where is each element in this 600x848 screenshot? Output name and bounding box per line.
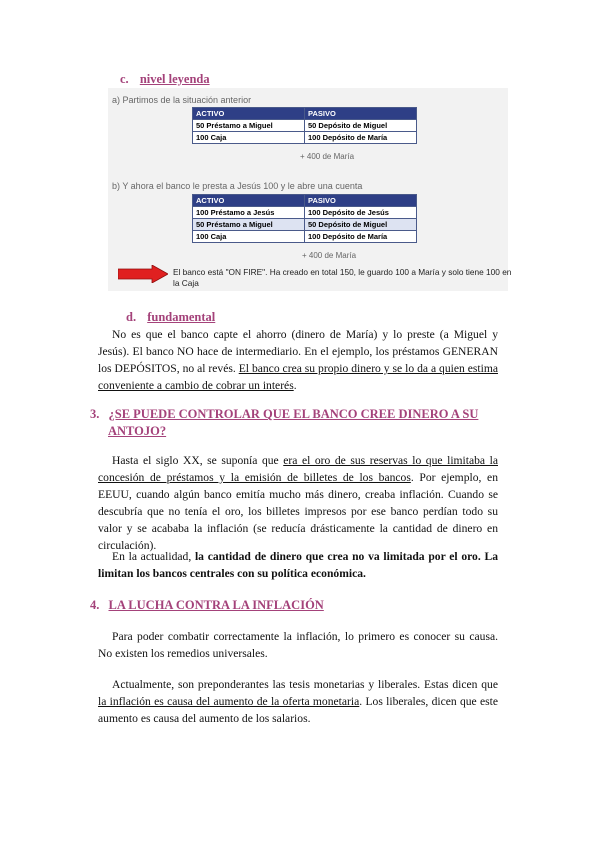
table-b-cell: 100 Caja	[193, 231, 305, 243]
note-line-2: la Caja	[173, 278, 199, 288]
section-c-heading	[120, 72, 210, 87]
section-3-heading	[90, 406, 510, 440]
table-b-header-pasivo: PASIVO	[305, 195, 417, 207]
table-a-header-activo: ACTIVO	[193, 108, 305, 120]
table-a-cell: 100 Depósito de María	[305, 132, 417, 144]
paragraph-4b-text: Actualmente, son preponderantes las tesis monetarias y liberales. Estas dicen que	[112, 678, 498, 691]
paragraph-4b	[98, 676, 498, 727]
step-b-text: b) Y ahora el banco le presta a Jesús 100 y le abre una cuenta	[112, 181, 363, 191]
section-4-heading	[90, 598, 324, 613]
paragraph-d-underlined: El banco crea su propio dinero y se lo da a quien estima conveniente a cambio de cobrar un interés	[98, 362, 498, 392]
table-a-cell: 100 Caja	[193, 132, 305, 144]
section-4-title: LA LUCHA CONTRA LA INFLACIÓN	[108, 598, 324, 612]
balance-table-a	[192, 107, 417, 144]
section-3-title-line2: ANTOJO?	[108, 424, 167, 438]
section-3-number: 3.	[90, 407, 100, 421]
paragraph-4a: Para poder combatir correctamente la inflación, lo primero es conocer su causa. No existen los remedios universales.	[98, 630, 498, 660]
section-d-letter: d.	[126, 310, 137, 324]
note-line-1: El banco está "ON FIRE". Ha creado en total 150, le guardo 100 a María y solo tiene 100 en	[173, 267, 512, 277]
paragraph-d-text: No es que el banco capte el ahorro (dinero de María) y lo preste (a Miguel y Jesús). El banco NO hace de intermediario. En el ejemplo, los préstamos GENERAN los DEPÓSITOS, no al revés.	[98, 328, 498, 375]
paragraph-3b-bold: la cantidad de dinero que crea no va limitada por el oro. La limitan los bancos centrales con su política económica.	[98, 550, 498, 580]
balance-table-b	[192, 194, 417, 243]
paragraph-d-end: .	[293, 379, 297, 392]
paragraph-3b-text: En la actualidad,	[112, 550, 195, 563]
paragraph-4b-text-end: . Los liberales, dicen que este aumento es causa del aumento de los salarios.	[98, 695, 499, 725]
paragraph-3a-text: Hasta el siglo XX, se suponía que	[112, 454, 284, 467]
step-a-text: a) Partimos de la situación anterior	[112, 95, 252, 105]
section-4-number: 4.	[90, 598, 100, 612]
table-a-cell: 50 Depósito de Miguel	[305, 120, 417, 132]
paragraph-3a-underlined: era el oro de sus reservas lo que limitaba la concesión de préstamos y la emisión de billetes de los bancos	[98, 454, 498, 484]
section-c-title: nivel leyenda	[139, 72, 210, 86]
table-b-cell: 50 Préstamo a Miguel	[193, 219, 305, 231]
paragraph-3a	[98, 452, 498, 554]
section-d-title: fundamental	[147, 310, 216, 324]
paragraph-3a-text-end: . Por ejemplo, en EEUU, cuando algún banco emitía mucho más dinero, creaba inflación. Cuando se descubría que no tenía el oro, los billetes impresos por ese banco perdían todo su valor y se acababa la inflación (se reducía drásticamente la cantidad de dinero en circulación).	[98, 471, 499, 552]
total-b-text: + 400 de María	[302, 251, 357, 260]
bank-balance-figure	[108, 88, 512, 291]
paragraph-d	[98, 326, 498, 394]
section-c-letter: c.	[120, 72, 129, 86]
table-a-header-pasivo: PASIVO	[305, 108, 417, 120]
paragraph-3b	[98, 548, 498, 582]
section-d-heading	[126, 310, 215, 325]
table-b-cell: 100 Préstamo a Jesús	[193, 207, 305, 219]
table-a-cell: 50 Préstamo a Miguel	[193, 120, 305, 132]
table-b-header-activo: ACTIVO	[193, 195, 305, 207]
red-arrow-icon	[118, 265, 168, 283]
table-b-cell: 100 Depósito de Jesús	[305, 207, 417, 219]
paragraph-4b-underlined: la inflación es causa del aumento de la oferta monetaria	[98, 695, 360, 708]
total-a-text: + 400 de María	[300, 152, 355, 161]
table-b-cell: 50 Depósito de Miguel	[305, 219, 417, 231]
section-3-title-line1: ¿SE PUEDE CONTROLAR QUE EL BANCO CREE DINERO A SU	[108, 407, 479, 421]
table-b-cell: 100 Depósito de María	[305, 231, 417, 243]
